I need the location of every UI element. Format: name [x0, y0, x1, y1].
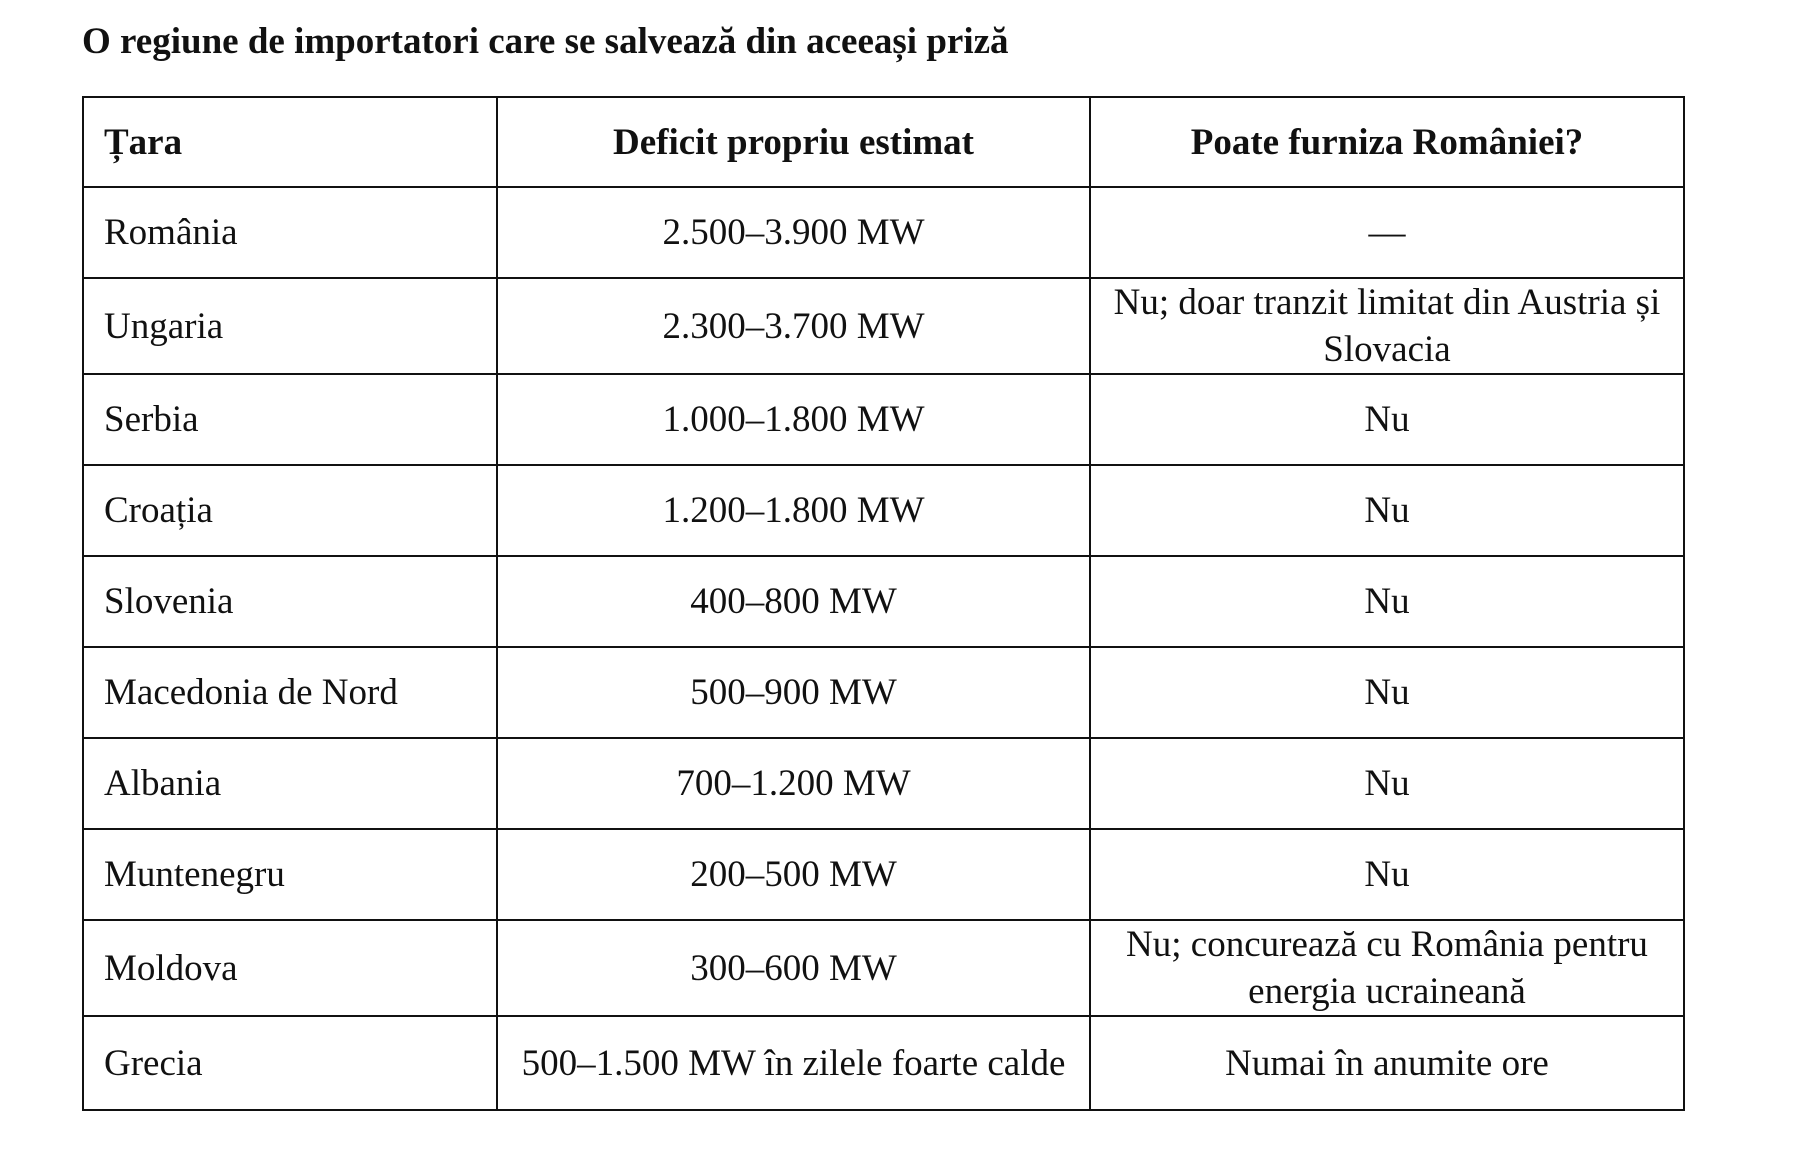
table-row	[83, 187, 1684, 278]
cell-country: Muntenegru	[83, 829, 497, 920]
table-row	[83, 465, 1684, 556]
column-header-deficit: Deficit propriu estimat	[497, 97, 1090, 187]
cell-country: Croația	[83, 465, 497, 556]
table-row	[83, 920, 1684, 1016]
table-row	[83, 829, 1684, 920]
cell-deficit: 2.300–3.700 MW	[497, 278, 1090, 374]
cell-supply: Nu	[1090, 556, 1684, 647]
cell-deficit: 2.500–3.900 MW	[497, 187, 1090, 278]
table-header-row	[83, 97, 1684, 187]
column-header-country: Țara	[83, 97, 497, 187]
cell-country: Moldova	[83, 920, 497, 1016]
cell-deficit: 500–1.500 MW în zilele foarte calde	[497, 1016, 1090, 1110]
table-row	[83, 556, 1684, 647]
column-header-supply: Poate furniza României?	[1090, 97, 1684, 187]
table-row	[83, 647, 1684, 738]
cell-supply: Nu; concurează cu România pentru energia ucraineană	[1090, 920, 1684, 1016]
cell-supply: Numai în anumite ore	[1090, 1016, 1684, 1110]
cell-supply: Nu	[1090, 829, 1684, 920]
table-row	[83, 374, 1684, 465]
cell-deficit: 700–1.200 MW	[497, 738, 1090, 829]
cell-supply: Nu; doar tranzit limitat din Austria și Slovacia	[1090, 278, 1684, 374]
deficit-table	[82, 96, 1685, 1111]
cell-country: Macedonia de Nord	[83, 647, 497, 738]
cell-supply: Nu	[1090, 647, 1684, 738]
cell-deficit: 1.000–1.800 MW	[497, 374, 1090, 465]
cell-country: Serbia	[83, 374, 497, 465]
document-title: O regiune de importatori care se salvează din aceeași priză	[82, 21, 1009, 62]
cell-country: Grecia	[83, 1016, 497, 1110]
cell-country: România	[83, 187, 497, 278]
cell-supply: Nu	[1090, 738, 1684, 829]
cell-country: Ungaria	[83, 278, 497, 374]
cell-supply: —	[1090, 187, 1684, 278]
cell-supply: Nu	[1090, 465, 1684, 556]
table-row	[83, 738, 1684, 829]
cell-deficit: 200–500 MW	[497, 829, 1090, 920]
cell-deficit: 500–900 MW	[497, 647, 1090, 738]
cell-country: Albania	[83, 738, 497, 829]
cell-deficit: 400–800 MW	[497, 556, 1090, 647]
table-row	[83, 1016, 1684, 1110]
cell-country: Slovenia	[83, 556, 497, 647]
cell-deficit: 300–600 MW	[497, 920, 1090, 1016]
cell-supply: Nu	[1090, 374, 1684, 465]
table-row	[83, 278, 1684, 374]
document	[82, 0, 1702, 1084]
cell-deficit: 1.200–1.800 MW	[497, 465, 1090, 556]
